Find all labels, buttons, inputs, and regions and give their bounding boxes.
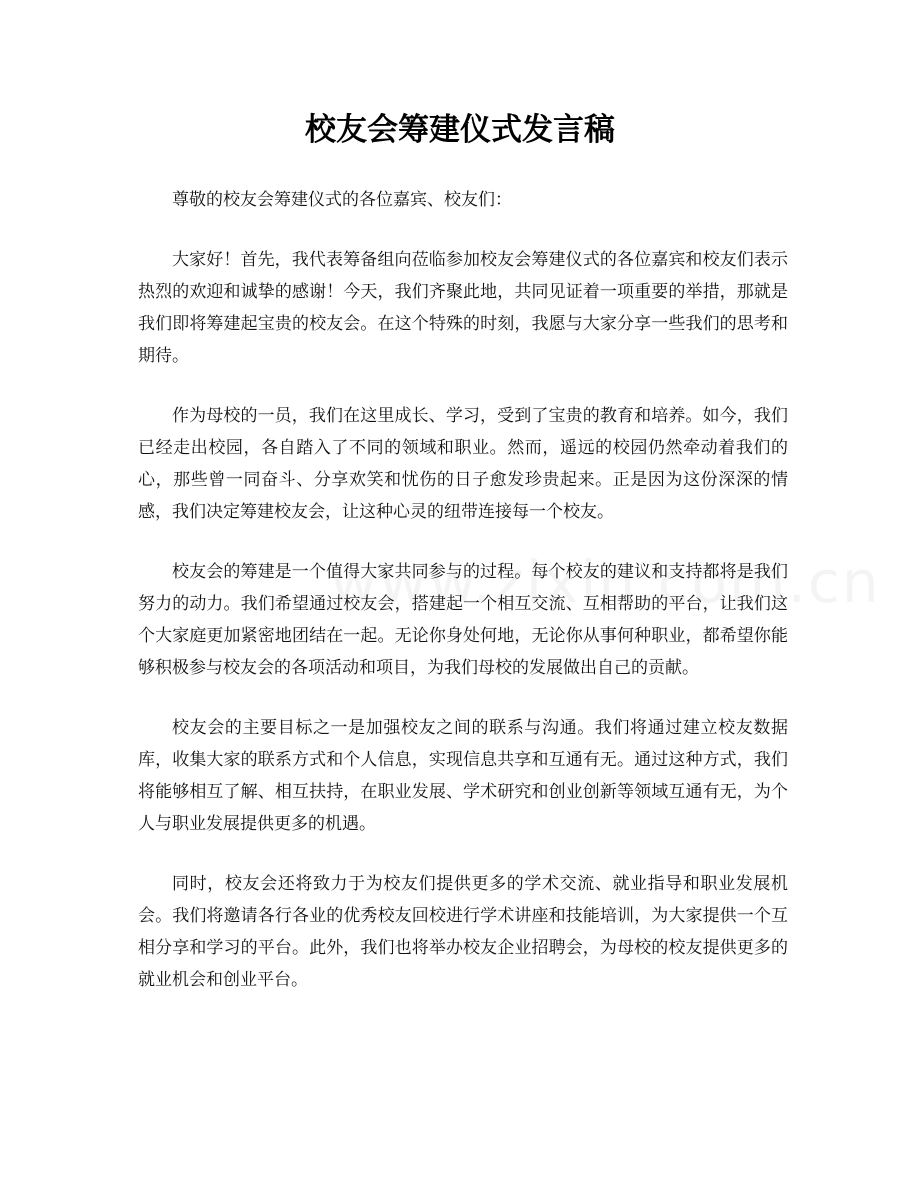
body-paragraph: 同时，校友会还将致力于为校友们提供更多的学术交流、就业指导和职业发展机会。我们将邀请各行各业的优秀校友回校进行学术讲座和技能培训，为大家提供一个互相分享和学习的平台。此外，我们也将举办校友企业招聘会，为母校的校友提供更多的就业机会和创业平台。: [138, 874, 788, 990]
body-paragraph: 作为母校的一员，我们在这里成长、学习，受到了宝贵的教育和培养。如今，我们已经走出校园，各自踏入了不同的领域和职业。然而，遥远的校园仍然牵动着我们的心，那些曾一同奋斗、分享欢笑和忧伤的日子愈发珍贵起来。正是因为这份深深的情感，我们决定筹建校友会，让这种心灵的纽带连接每一个校友。: [138, 406, 788, 522]
document-body: [138, 184, 788, 1024]
salutation-paragraph: 尊敬的校友会筹建仪式的各位嘉宾、校友们：: [172, 190, 512, 210]
document-title: 校友会筹建仪式发言稿: [305, 112, 615, 148]
body-paragraph: 校友会的筹建是一个值得大家共同参与的过程。每个校友的建议和支持都将是我们努力的动力。我们希望通过校友会，搭建起一个相互交流、互相帮助的平台，让我们这个大家庭更加紧密地团结在一起。无论你身处何地，无论你从事何种职业，都希望你能够积极参与校友会的各项活动和项目，为我们母校的发展做出自己的贡献。: [138, 562, 788, 678]
body-paragraph: 大家好！首先，我代表筹备组向莅临参加校友会筹建仪式的各位嘉宾和校友们表示热烈的欢迎和诚挚的感谢！今天，我们齐聚此地，共同见证着一项重要的举措，那就是我们即将筹建起宝贵的校友会。在这个特殊的时刻，我愿与大家分享一些我们的思考和期待。: [138, 250, 788, 366]
body-paragraph: 校友会的主要目标之一是加强校友之间的联系与沟通。我们将通过建立校友数据库，收集大家的联系方式和个人信息，实现信息共享和互通有无。通过这种方式，我们将能够相互了解、相互扶持，在职业发展、学术研究和创业创新等领域互通有无，为个人与职业发展提供更多的机遇。: [138, 718, 788, 834]
